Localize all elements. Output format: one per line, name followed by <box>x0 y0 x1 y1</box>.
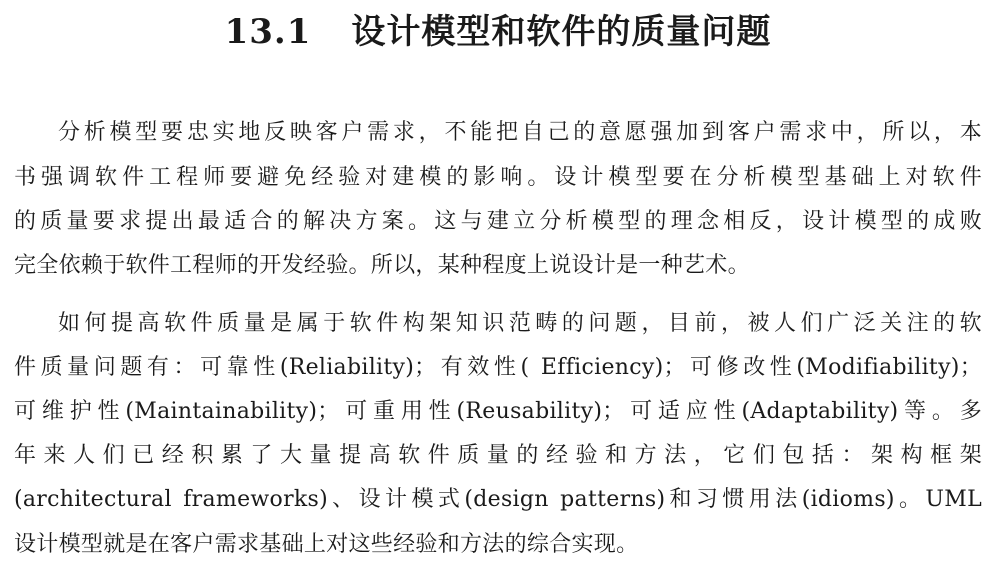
paragraph-2-line-3: 可维护性(Maintainability)；可重用性(Reusability)；可适应性(Adaptability)等。多 <box>14 399 982 424</box>
paragraph-1-line-3: 的质量要求提出最适合的解决方案。这与建立分析模型的理念相反，设计模型的成败 <box>14 209 982 234</box>
section-number: 13.1 <box>224 12 312 52</box>
paragraph-1-line-4: 完全依赖于软件工程师的开发经验。所以，某种程度上说设计是一种艺术。 <box>14 253 750 278</box>
paragraph-2-line-4: 年来人们已经积累了大量提高软件质量的经验和方法，它们包括：架构框架 <box>14 443 982 468</box>
paragraph-1-line-1: 分析模型要忠实地反映客户需求，不能把自己的意愿强加到客户需求中，所以，本 <box>58 120 982 145</box>
paragraph-2-line-6: 设计模型就是在客户需求基础上对这些经验和方法的综合实现。 <box>14 532 639 557</box>
section-heading <box>0 6 996 58</box>
paragraph-2-line-5: (architectural frameworks)、设计模式(design patterns)和习惯用法(idioms)。UML <box>14 487 982 512</box>
section-title: 设计模型和软件的质量问题 <box>351 12 772 52</box>
paragraph-2-line-2: 件质量问题有：可靠性(Reliability)；有效性( Efficiency)；可修改性(Modifiability)； <box>14 355 982 380</box>
paragraph-2-line-1: 如何提高软件质量是属于软件构架知识范畴的问题，目前，被人们广泛关注的软 <box>58 311 982 336</box>
paragraph-1-line-2: 书强调软件工程师要避免经验对建模的影响。设计模型要在分析模型基础上对软件 <box>14 165 982 190</box>
